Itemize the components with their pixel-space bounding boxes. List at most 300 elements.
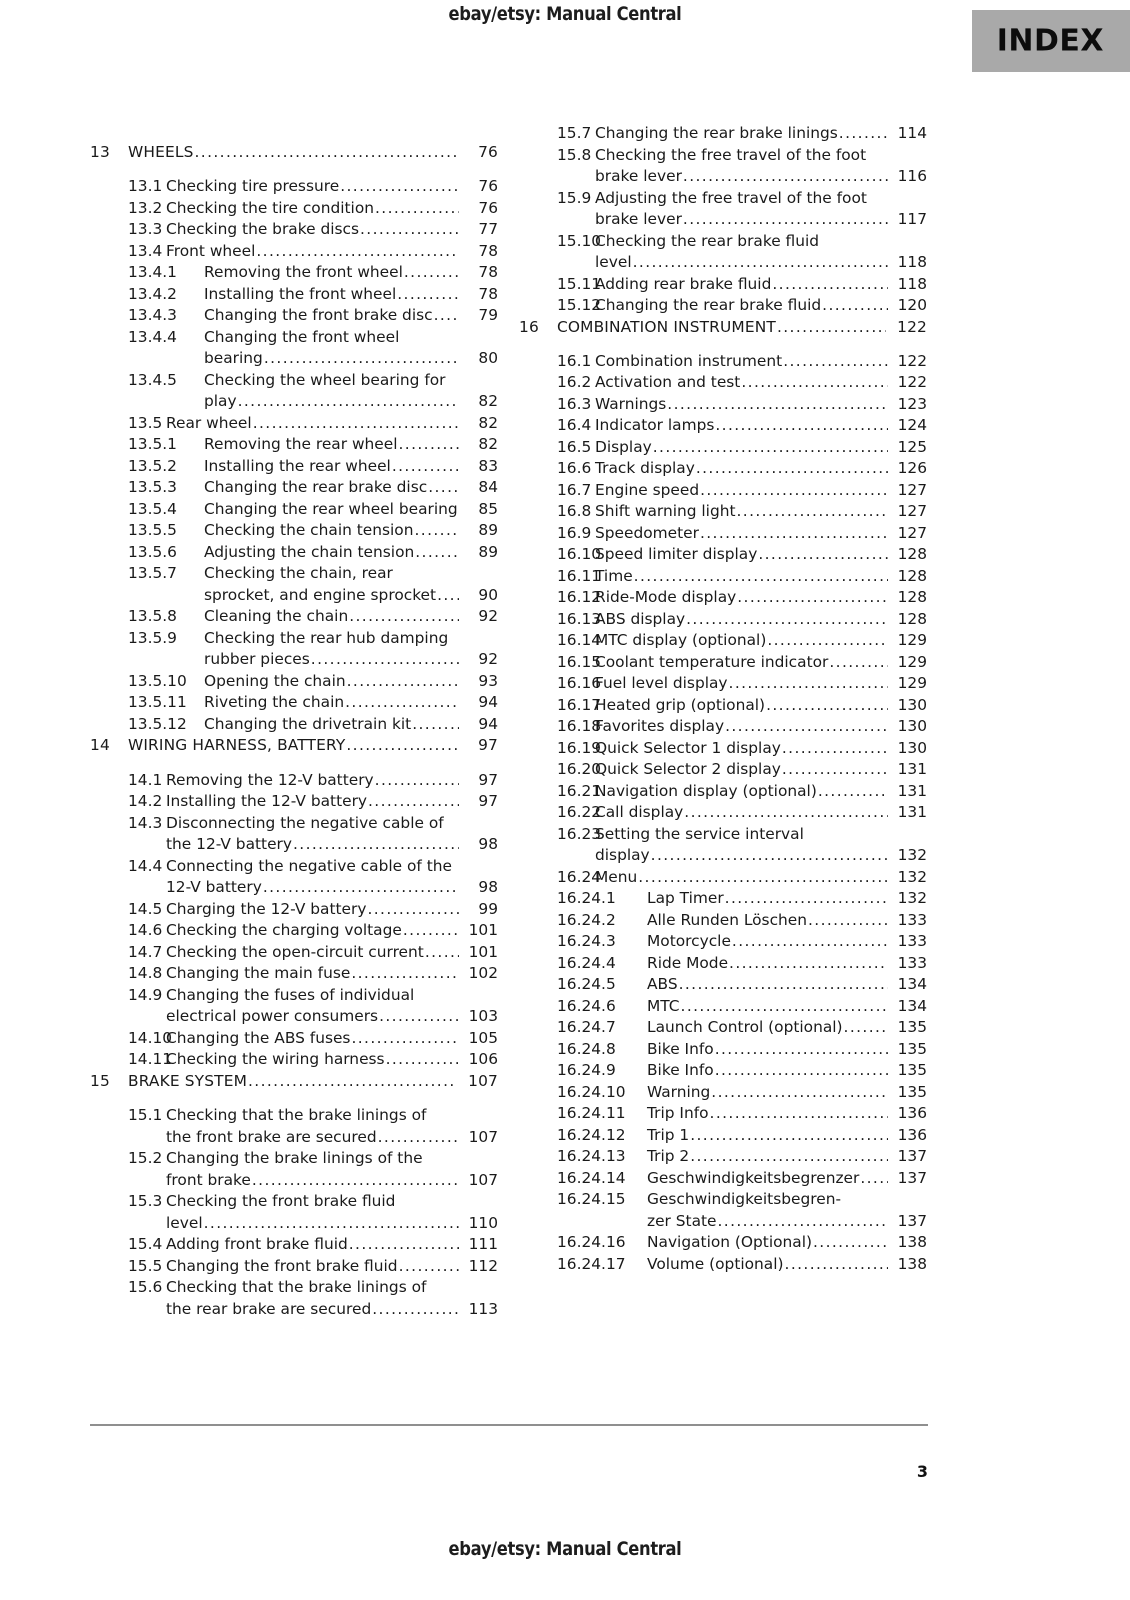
toc-entry-page: 114 [897,124,927,142]
toc-entry-title-block [204,566,459,603]
toc-entry-title: Changing the main fuse [166,964,351,983]
toc-entry-number: 14.6 [128,921,163,940]
toc-entry-title: Riveting the chain [204,693,345,712]
toc-entry-title-line: Checking that the brake linings of [166,1106,427,1125]
toc-entry-title-block [204,456,459,475]
leader-dots [718,1214,888,1229]
toc-entry-page: 97 [478,736,498,755]
toc-entry-number: 16.6 [557,459,592,478]
leader-dots [679,977,888,992]
toc-entry-page: 77 [478,220,498,239]
toc-entry-row[interactable] [90,566,498,603]
toc-entry-row[interactable] [90,714,498,733]
toc-entry-row[interactable] [519,977,927,992]
toc-entry-row[interactable] [90,966,498,981]
toc-entry-number: 16.24.17 [557,1254,626,1273]
toc-chapter-row[interactable] [90,145,498,160]
toc-entry-title: Removing the rear wheel [204,435,398,454]
leader-dots [311,652,459,667]
toc-entry-row[interactable] [519,934,927,949]
toc-entry-row[interactable] [90,1280,498,1317]
toc-entry-title-block [166,985,459,1026]
toc-entry-number: 16.2 [557,373,592,392]
toc-entry-number: 16.18 [557,717,602,736]
leader-dots [782,741,888,756]
toc-entry-title: bearing [204,349,263,368]
toc-entry-page: 111 [468,1235,498,1254]
toc-entry-row[interactable] [90,942,498,961]
toc-entry-number: 15.1 [128,1106,163,1125]
toc-entry-row[interactable] [90,628,498,669]
toc-entry-title: level [166,1213,203,1232]
toc-entry-page: 134 [897,996,927,1015]
toc-entry-row[interactable] [519,676,927,691]
toc-entry-title: Adding front brake fluid [166,1235,348,1254]
toc-entry-row[interactable] [90,1028,498,1047]
toc-entry-row[interactable] [90,1237,498,1252]
toc-entry-title: Favorites display [595,717,725,736]
toc-entry-row[interactable] [519,566,927,585]
toc-entry-page: 136 [897,1104,927,1123]
toc-entry-title: Changing the front brake fluid [166,1256,398,1275]
toc-entry-row[interactable] [519,298,927,313]
toc-entry-number: 13.5.9 [128,628,177,647]
toc-entry-number: 14.7 [128,942,163,961]
toc-entry-row[interactable] [519,652,927,671]
toc-entry-row[interactable] [519,145,927,185]
toc-entry-title: COMBINATION INSTRUMENT [557,317,776,336]
toc-entry-row[interactable] [519,461,927,476]
toc-entry-title: Checking the charging voltage [166,921,402,940]
leader-dots [844,1020,888,1035]
leader-dots [782,762,888,777]
toc-entry-title: Checking the open-circuit current [166,942,424,961]
toc-entry-row[interactable] [519,824,927,865]
toc-entry-row[interactable] [90,671,498,690]
leader-dots [690,1128,888,1143]
toc-entry-row[interactable] [519,1039,927,1058]
toc-entry-title: Motorcycle [647,932,731,951]
toc-entry-row[interactable] [519,1149,927,1164]
leader-dots [340,179,459,194]
toc-entry-row[interactable] [90,985,498,1026]
toc-entry-title: play [204,392,237,411]
toc-entry-number: 14.5 [128,899,163,918]
toc-entry-title: Bike Info [647,1061,714,1080]
toc-entry-title-block [595,719,888,734]
toc-entry-number: 16.24.15 [557,1190,626,1209]
toc-entry-title: level [595,253,632,271]
toc-entry-row[interactable] [90,222,498,237]
toc-entry-page: 137 [897,1211,927,1230]
toc-entry-title-block [595,805,888,820]
toc-entry-row[interactable] [519,231,927,271]
toc-entry-title: Opening the chain [204,671,346,690]
toc-entry-title-block [166,942,459,961]
index-tab-label: INDEX [996,23,1104,59]
toc-entry-page: 93 [478,671,498,690]
toc-entry-title-line: Checking the wheel bearing for [204,370,446,389]
toc-entry-title-block [166,770,459,789]
leader-dots [715,1063,888,1078]
toc-entry-row[interactable] [519,1168,927,1187]
toc-entry-title-block [595,231,888,271]
toc-entry-row[interactable] [90,609,498,624]
leader-dots [372,1302,459,1317]
toc-entry-row[interactable] [519,762,927,777]
toc-entry-row[interactable] [519,274,927,293]
toc-entry-page: 99 [478,899,498,918]
toc-entry-title-block [647,1168,888,1187]
toc-entry-number: 13.5.6 [128,542,177,561]
toc-entry-number: 16.16 [557,674,602,693]
toc-entry-title: Checking the tire condition [166,198,375,217]
toc-entry-page: 76 [478,177,498,196]
leader-dots [386,1052,459,1067]
toc-entry-page: 110 [468,1213,498,1232]
toc-entry-title-block [595,480,888,499]
toc-entry-row[interactable] [90,308,498,323]
toc-entry-row[interactable] [90,1194,498,1231]
toc-entry-number: 15.11 [557,274,602,293]
leader-dots [403,923,459,938]
toc-entry-title: Display [595,437,652,456]
toc-entry-number: 16.24 [557,867,602,886]
leader-dots [412,717,459,732]
toc-entry-page: 117 [897,210,927,228]
toc-entry-row[interactable] [90,770,498,789]
toc-entry-title: Combination instrument [595,351,783,370]
toc-entry-title: Engine speed [595,480,700,499]
toc-entry-title: Navigation display (optional) [595,781,817,800]
toc-entry-page: 76 [478,143,498,161]
toc-entry-row[interactable] [90,499,498,518]
leader-dots [253,416,459,431]
toc-entry-row[interactable] [90,813,498,854]
toc-entry-row[interactable] [90,1052,498,1067]
toc-entry-row[interactable] [90,899,498,918]
toc-entry-title: Changing the front brake disc [204,306,433,325]
toc-entry-page: 120 [897,296,927,314]
toc-entry-page: 130 [897,695,927,714]
toc-entry-number: 14.9 [128,985,163,1004]
toc-entry-title-block [595,867,888,886]
toc-entry-title: Activation and test [595,373,741,392]
toc-entry-row[interactable] [519,188,927,228]
toc-entry-title: Bike Info [647,1039,714,1058]
toc-entry-title-block [595,145,888,185]
toc-entry-row[interactable] [519,996,927,1015]
toc-entry-page: 138 [897,1254,927,1273]
toc-entry-number: 13.5.10 [128,671,187,690]
toc-entry-page: 97 [478,770,498,789]
leader-dots [345,695,459,710]
toc-entry-title: Changing the rear brake disc [204,478,428,497]
leader-dots [813,1235,888,1250]
toc-entry-row[interactable] [90,241,498,260]
toc-entry-title: Coolant temperature indicator [595,652,829,671]
toc-entry-row[interactable] [519,719,927,734]
leader-dots [681,999,888,1014]
toc-entry-number: 15.6 [128,1278,163,1297]
toc-entry-title: sprocket, and engine sprocket [204,585,437,604]
toc-entry-number: 13.5.11 [128,693,187,712]
leader-dots [425,945,459,960]
toc-entry-title-block [204,695,459,710]
toc-entry-number: 14.1 [128,770,163,789]
toc-entry-number: 16.10 [557,545,602,564]
toc-entry-page: 128 [897,609,927,628]
toc-entry-number: 14.3 [128,813,163,832]
toc-entry-row[interactable] [90,327,498,368]
toc-entry-title: WHEELS [128,143,194,161]
toc-entry-row[interactable] [519,1063,927,1078]
toc-entry-title-block [166,413,459,432]
leader-dots [351,966,459,981]
toc-entry-title-block [595,547,888,562]
toc-entry-title-block [647,1125,888,1144]
toc-chapter-row[interactable] [90,738,498,753]
leader-dots [741,375,888,390]
toc-entry-title: Warnings [595,394,667,413]
toc-entry-number: 16.21 [557,781,602,800]
toc-entry-title: Changing the rear wheel bearing [204,499,458,518]
toc-entry-title: BRAKE SYSTEM [128,1071,248,1090]
toc-entry-page: 133 [897,910,927,929]
toc-entry-title: ABS display [595,609,686,628]
toc-entry-page: 127 [897,523,927,542]
toc-entry-row[interactable] [519,375,927,390]
toc-entry-page: 76 [478,198,498,217]
toc-entry-row[interactable] [90,179,498,194]
toc-entry-row[interactable] [90,413,498,432]
toc-entry-title: Indicator lamps [595,416,715,435]
toc-entry-row[interactable] [519,1254,927,1273]
toc-entry-row[interactable] [519,1106,927,1121]
toc-entry-number: 16.13 [557,609,602,628]
toc-entry-title-block [204,523,459,538]
toc-entry-row[interactable] [90,1256,498,1275]
toc-entry-page: 92 [478,607,498,626]
leader-dots [633,255,888,270]
toc-entry-page: 134 [897,975,927,994]
toc-entry-row[interactable] [519,633,927,648]
toc-entry-number: 16.24.14 [557,1168,626,1187]
toc-entry-row[interactable] [90,456,498,475]
leader-dots [715,418,888,433]
toc-entry-title-block [204,265,459,280]
toc-entry-page: 79 [478,306,498,325]
toc-entry-row[interactable] [90,1151,498,1188]
toc-entry-page: 113 [468,1299,498,1318]
toc-entry-page: 122 [897,317,927,336]
toc-entry-title: the 12-V battery [166,835,292,854]
toc-entry-row[interactable] [90,437,498,452]
toc-entry-row[interactable] [519,891,927,906]
toc-entry-row[interactable] [90,265,498,280]
toc-entry-title: ABS [647,975,678,994]
toc-entry-title: Rear wheel [166,413,252,432]
toc-entry-title-line: Disconnecting the negative cable of [166,813,444,832]
toc-entry-row[interactable] [519,1192,927,1229]
toc-entry-title-block [647,996,888,1015]
toc-entry-page: 123 [897,394,927,413]
toc-entry-title-block [595,609,888,628]
toc-entry-page: 92 [478,650,498,669]
toc-entry-row[interactable] [519,738,927,757]
toc-entry-title: Alle Runden Löschen [647,910,808,929]
toc-chapter-row[interactable] [90,1071,498,1090]
toc-entry-row[interactable] [519,480,927,499]
toc-entry-row[interactable] [90,695,498,710]
leader-dots [351,1031,459,1046]
leader-dots [414,523,459,538]
index-tab [972,10,1130,72]
toc-entry-number: 16.23 [557,824,602,843]
toc-entry-title-block [166,179,459,194]
toc-entry-page: 102 [468,964,498,983]
toc-chapter-row[interactable] [519,317,927,336]
leader-dots [238,394,459,409]
toc-entry-title: Heated grip (optional) [595,695,766,714]
toc-entry-row[interactable] [519,1082,927,1101]
leader-dots [725,891,888,906]
toc-entry-number: 16.1 [557,351,592,370]
toc-entry-row[interactable] [519,351,927,370]
leader-dots [711,1085,888,1100]
toc-entry-row[interactable] [90,542,498,561]
toc-entry-row[interactable] [519,695,927,714]
leader-dots [634,569,888,584]
toc-entry-page: 78 [478,263,498,282]
toc-entry-title: Front wheel [166,241,256,260]
leader-dots [683,212,888,227]
toc-entry-title-line: Checking the rear hub damping [204,628,449,647]
toc-entry-page: 78 [478,284,498,303]
leader-dots [725,719,888,734]
toc-entry-page: 122 [897,351,927,370]
toc-entry-row[interactable] [90,923,498,938]
toc-entry-number: 15.4 [128,1235,163,1254]
toc-entry-row[interactable] [90,284,498,303]
toc-entry-title: front brake [166,1170,251,1189]
toc-entry-title: zer State [647,1211,717,1230]
toc-entry-number: 16.20 [557,760,602,779]
toc-entry-title-block [595,652,888,671]
toc-entry-row[interactable] [90,794,498,809]
toc-entry-row[interactable] [90,480,498,495]
toc-entry-row[interactable] [519,590,927,605]
toc-entry-number: 13.4.2 [128,284,177,303]
toc-entry-number: 15 [90,1071,110,1090]
leader-dots [785,1257,888,1272]
leader-dots [252,1173,459,1188]
toc-entry-title-block [647,1254,888,1273]
toc-entry-row[interactable] [90,856,498,897]
toc-entry-row[interactable] [519,126,927,141]
toc-entry-row[interactable] [90,370,498,411]
toc-entry-page: 94 [478,714,498,733]
toc-entry-title-line: Checking the rear brake fluid [595,231,820,250]
leader-dots [686,612,888,627]
toc-entry-title: electrical power consumers [166,1007,379,1026]
toc-entry-title-block [204,628,459,669]
toc-entry-row[interactable] [519,394,927,413]
toc-entry-title: Time [595,566,633,585]
toc-entry-number: 16.24.3 [557,932,616,951]
watermark-footer: ebay/etsy: Manual Central [448,1538,682,1560]
toc-entry-row[interactable] [519,523,927,542]
toc-entry-title: Removing the front wheel [204,263,403,282]
toc-entry-title-block [595,738,888,757]
toc-entry-row[interactable] [519,1125,927,1144]
toc-entry-page: 133 [897,953,927,972]
toc-entry-row[interactable] [90,198,498,217]
toc-entry-page: 129 [897,674,927,693]
toc-entry-title-block [166,198,459,217]
toc-entry-number: 14.11 [128,1050,173,1069]
toc-entry-number: 16.4 [557,416,592,435]
toc-entry-page: 138 [897,1233,927,1252]
toc-entry-page: 129 [897,652,927,671]
toc-entry-title-block [595,188,888,228]
toc-entry-page: 78 [478,241,498,260]
toc-entry-title: Call display [595,803,684,822]
toc-entry-number: 15.9 [557,188,592,207]
toc-entry-title-block [166,1052,459,1067]
toc-entry-title-line: Changing the front wheel [204,327,400,346]
toc-entry-row[interactable] [519,805,927,820]
toc-entry-title: Ride Mode [647,953,729,972]
toc-entry-row[interactable] [519,1020,927,1035]
toc-entry-number: 16.24.12 [557,1125,626,1144]
toc-entry-title-block [204,370,459,411]
toc-entry-row[interactable] [519,910,927,929]
leader-dots [415,545,459,560]
leader-dots [349,609,459,624]
toc-entry-row[interactable] [90,523,498,538]
toc-entry-title-block [647,953,888,972]
toc-entry-number: 16.24.11 [557,1104,626,1123]
toc-entry-row[interactable] [519,781,927,800]
toc-entry-row[interactable] [519,867,927,886]
toc-entry-page: 85 [478,499,498,518]
toc-entry-row[interactable] [519,547,927,562]
toc-entry-row[interactable] [519,418,927,433]
leader-dots [375,773,459,788]
toc-entry-page: 101 [468,921,498,940]
toc-entry-title-block [204,714,459,733]
toc-entry-row[interactable] [519,1235,927,1250]
toc-entry-number: 16 [519,317,539,336]
toc-entry-row[interactable] [90,1108,498,1145]
toc-entry-title: Removing the 12-V battery [166,770,374,789]
toc-entry-page: 135 [897,1082,927,1101]
toc-entry-page: 105 [468,1028,498,1047]
toc-entry-page: 128 [897,545,927,564]
leader-dots [378,1130,459,1145]
toc-entry-title-line: Checking the front brake fluid [166,1192,396,1211]
toc-entry-row[interactable] [519,437,927,456]
toc-entry-row[interactable] [519,953,927,972]
toc-entry-row[interactable] [519,504,927,519]
toc-entry-title: display [595,846,650,865]
leader-dots [428,480,459,495]
leader-dots [766,698,888,713]
toc-entry-row[interactable] [519,609,927,628]
toc-entry-page: 107 [468,1170,498,1189]
toc-entry-number: 13.4.1 [128,263,177,282]
